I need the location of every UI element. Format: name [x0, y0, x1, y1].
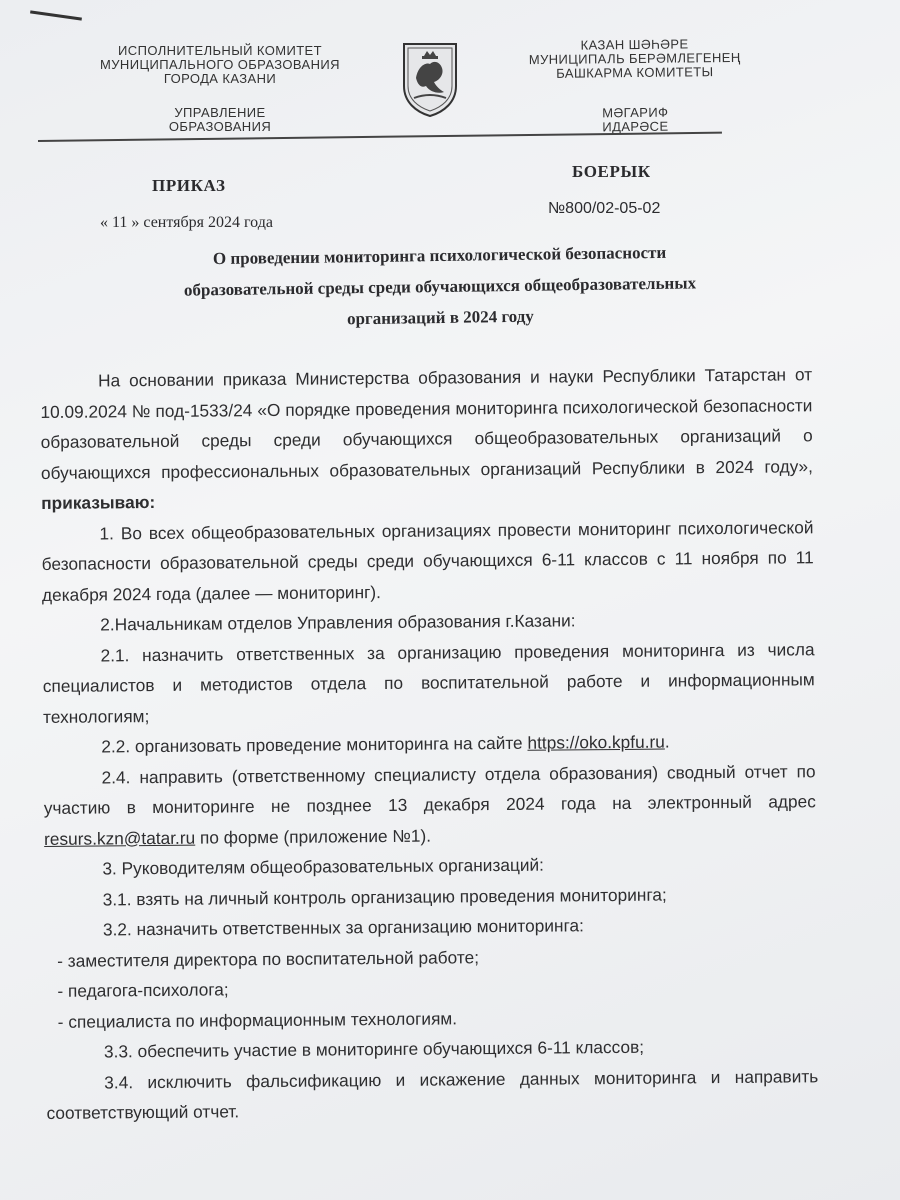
subject-line: О проведении мониторинга психологической безопасности	[212, 242, 667, 269]
intro-emphasis: приказываю:	[41, 492, 156, 513]
header-right-tt	[500, 37, 771, 136]
paragraph-2-2-end: .	[664, 731, 670, 752]
header-right-sub-line: МӘГАРИФ	[602, 104, 669, 121]
doc-subject	[109, 235, 770, 337]
list-item: - специалиста по информационным технологиям.	[57, 1007, 458, 1032]
pen-mark	[30, 10, 82, 20]
subject-line: организаций в 2024 году	[346, 306, 534, 329]
paragraph-3-3: 3.3. обеспечить участие в мониторинге обучающихся 6-11 классов;	[103, 1036, 645, 1062]
header-right-line: БАШКАРМА КОМИТЕТЫ	[556, 64, 714, 81]
intro-text: На основании приказа Министерства образования и науки Республики Татарстан от 10.09.2024 № под-1533/24 «О порядке проведения мониторинга психологической безопасности образовательной среды среди обучающихся общеобразовательных организаций о обучающихся профессиональных образовательных организаций Республики в 2024 году»,	[40, 364, 813, 483]
intro-paragraph	[40, 359, 813, 518]
paragraph-2-4-text: 2.4. направить (ответственному специалисту отдела образования) сводный отчет по участию в мониторинге не позднее 13 декабря 2024 года на электронный адрес	[43, 760, 816, 818]
paragraph-2-2-text: 2.2. организовать проведение мониторинга на сайте	[101, 732, 523, 757]
coat-of-arms-icon	[400, 40, 460, 118]
list-item: - заместителя директора по воспитательной работе;	[57, 946, 480, 971]
header-right-sub	[500, 105, 770, 136]
doc-body	[40, 359, 819, 1128]
paragraph-2: 2.Начальникам отделов Управления образования г.Казани:	[100, 610, 576, 635]
paragraph-1: 1. Во всех общеобразовательных организациях провести мониторинг психологической безопасности образовательной среды среди обучающихся 6-11 классов с 11 ноября по 11 декабря 2024 года (далее — мониторинг).	[41, 516, 814, 605]
paragraph-3-2: 3.2. назначить ответственных за организацию мониторинга:	[102, 915, 584, 940]
responsible-list	[45, 939, 818, 1037]
report-email-link[interactable]: resurs.kzn@tatar.ru	[44, 827, 196, 849]
paragraph-3: 3. Руководителям общеобразовательных организаций:	[102, 854, 545, 879]
header-left-sub-line: УПРАВЛЕНИЕ	[174, 105, 266, 120]
paragraph-2-4-end: по форме (приложение №1).	[199, 825, 432, 848]
list-item: - педагога-психолога;	[57, 979, 229, 1001]
paragraph-3-1: 3.1. взять на личный контроль организацию проведения мониторинга;	[102, 884, 667, 909]
header-right-line: МУНИЦИПАЛЬ БЕРӘМЛЕГЕНЕҢ	[528, 49, 741, 68]
header-left-sub	[70, 106, 370, 134]
subject-line: образовательной среды среди обучающихся общеобразовательных	[183, 273, 697, 300]
monitoring-site-link[interactable]: https://oko.kpfu.ru	[527, 731, 665, 753]
paragraph-2-1: 2.1. назначить ответственных за организацию проведения мониторинга из числа специалистов и методистов отдела по воспитательной работе и информационным технологиям;	[42, 638, 815, 727]
header-right-sub-line: ИДАРӘСЕ	[602, 118, 669, 135]
doc-date: « 11 » сентября 2024 года	[100, 214, 273, 231]
header-right-line: КАЗАН ШӘҺӘРЕ	[580, 36, 689, 53]
header-left-line: ИСПОЛНИТЕЛЬНЫЙ КОМИТЕТ	[118, 43, 322, 58]
paragraph-2-4	[43, 756, 816, 854]
paragraph-3-4: 3.4. исключить фальсификацию и искажение данных мониторинга и направить соответствующий отчет.	[46, 1065, 819, 1123]
header-left-line: МУНИЦИПАЛЬНОГО ОБРАЗОВАНИЯ	[100, 57, 340, 72]
doc-number: №800/02-05-02	[548, 200, 661, 217]
doc-title-ru: ПРИКАЗ	[152, 176, 226, 195]
doc-title-tt: БОЕРЫК	[572, 162, 651, 181]
header-left-ru	[70, 44, 370, 134]
header-left-line: ГОРОДА КАЗАНИ	[163, 71, 277, 86]
header-left-sub-line: ОБРАЗОВАНИЯ	[168, 119, 272, 134]
